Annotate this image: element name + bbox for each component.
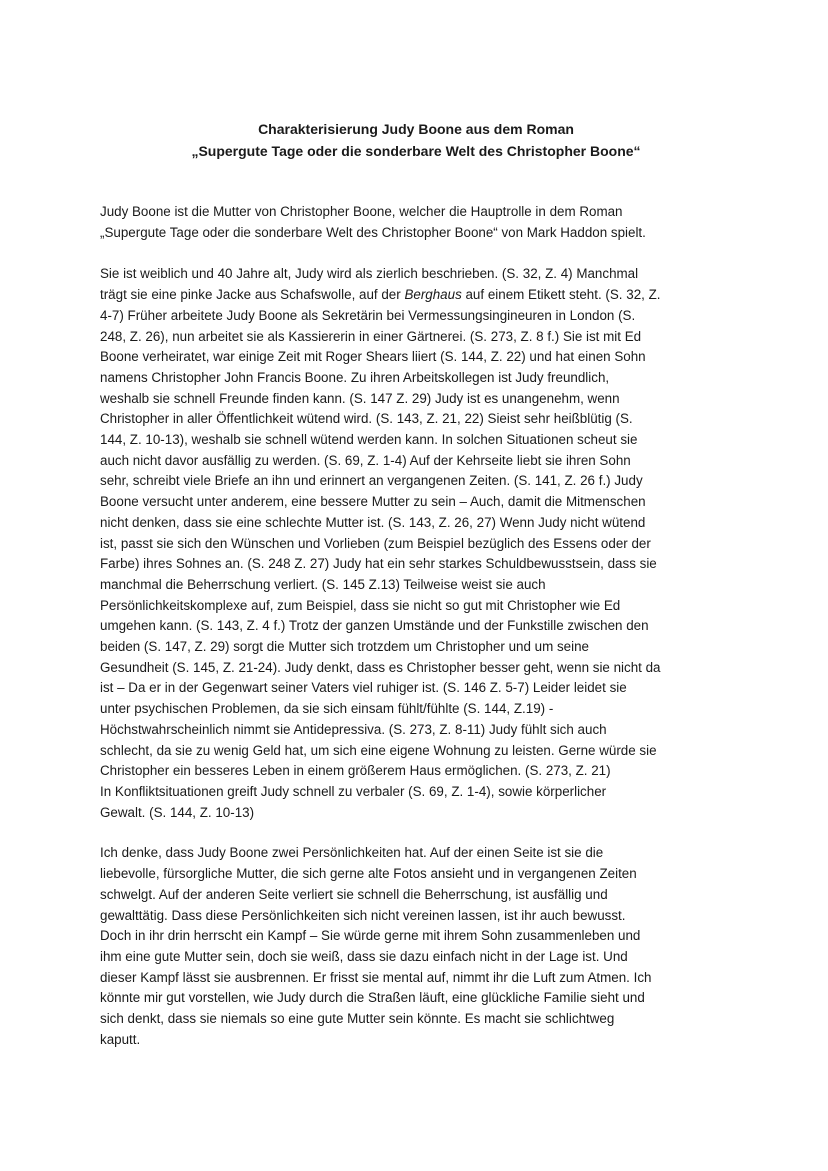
text-line: dieser Kampf lässt sie ausbrennen. Er frisst sie mental auf, nimmt ihr die Luft zum Atmen. Ich xyxy=(100,969,652,985)
text-line: „Supergute Tage oder die sonderbare Welt des Christopher Boone“ von Mark Haddon spielt. xyxy=(100,224,646,240)
text-line: unter psychischen Problemen, da sie sich einsam fühlt/fühlte (S. 144, Z.19) - xyxy=(100,701,554,717)
text-line: Doch in ihr drin herrscht ein Kampf – Sie würde gerne mit ihrem Sohn zusammenleben und xyxy=(100,928,641,944)
text-line: ist, passt sie sich den Wünschen und Vorlieben (zum Beispiel bezüglich des Essens oder der xyxy=(100,535,651,551)
document-page xyxy=(100,118,732,1070)
text-line: 144, Z. 10-13), weshalb sie schnell wütend werden kann. In solchen Situationen scheut sie xyxy=(100,432,638,448)
text-line: nicht denken, dass sie eine schlechte Mutter ist. (S. 143, Z. 26, 27) Wenn Judy nicht wütend xyxy=(100,514,646,530)
text-line: beiden (S. 147, Z. 29) sorgt die Mutter sich trotzdem um Christopher und um seine xyxy=(100,639,589,655)
text-line: sich denkt, dass sie niemals so eine gute Mutter sein könnte. Es macht sie schlichtweg xyxy=(100,1011,615,1027)
text-line: 4-7) Früher arbeitete Judy Boone als Sekretärin bei Vermessungsingineuren in London (S. xyxy=(100,307,636,323)
text-line: Höchstwahrscheinlich nimmt sie Antidepressiva. (S. 273, Z. 8-11) Judy fühlt sich auch xyxy=(100,721,607,737)
text-line: schwelgt. Auf der anderen Seite verliert sie schnell die Beherrschung, ist ausfällig und xyxy=(100,886,608,902)
text-line: Persönlichkeitskomplexe auf, zum Beispiel, dass sie nicht so gut mit Christopher wie Ed xyxy=(100,597,621,613)
text-line: Sie ist weiblich und 40 Jahre alt, Judy wird als zierlich beschrieben. (S. 32, Z. 4) Manchmal xyxy=(100,266,639,282)
text-line: 248, Z. 26), nun arbeitet sie als Kassiererin in einer Gärtnerei. (S. 273, Z. 8 f.) Sie ist mit Ed xyxy=(100,328,642,344)
title-line-2: „Supergute Tage oder die sonderbare Welt des Christopher Boone“ xyxy=(191,143,641,159)
characterization-paragraph xyxy=(100,264,732,823)
text-line: kaputt. xyxy=(100,1031,141,1047)
text-segment: auf einem Etikett steht. (S. 32, Z. xyxy=(461,287,661,303)
text-line: manchmal die Beherrschung verliert. (S. 145 Z.13) Teilweise weist sie auch xyxy=(100,576,546,592)
text-line: liebevolle, fürsorgliche Mutter, die sich gerne alte Fotos ansieht und in vergangenen Zeiten xyxy=(100,866,637,882)
text-line: Gesundheit (S. 145, Z. 21-24). Judy denkt, dass es Christopher besser geht, wenn sie nicht da xyxy=(100,659,661,675)
text-line: schlecht, da sie zu wenig Geld hat, um sich eine eigene Wohnung zu leisten. Gerne würde sie xyxy=(100,742,657,758)
text-line: umgehen kann. (S. 143, Z. 4 f.) Trotz der ganzen Umstände und der Funkstille zwischen den xyxy=(100,618,649,634)
text-line: In Konfliktsituationen greift Judy schnell zu verbaler (S. 69, Z. 1-4), sowie körperlicher xyxy=(100,783,607,799)
text-line: auch nicht davor ausfällig zu werden. (S. 69, Z. 1-4) Auf der Kehrseite liebt sie ihren Sohn xyxy=(100,452,631,468)
text-line: namens Christopher John Francis Boone. Zu ihren Arbeitskollegen ist Judy freundlich, xyxy=(100,369,610,385)
text-line: ihm eine gute Mutter sein, doch sie weiß, dass sie dazu einfach nicht in der Lage ist. Und xyxy=(100,948,628,964)
text-line: könnte mir gut vorstellen, wie Judy durch die Straßen läuft, eine glückliche Familie sieht und xyxy=(100,990,645,1006)
text-line: Boone verheiratet, war einige Zeit mit Roger Shears liiert (S. 144, Z. 22) und hat einen Sohn xyxy=(100,349,646,365)
opinion-paragraph xyxy=(100,843,732,1050)
text-line: Boone versucht unter anderem, eine bessere Mutter zu sein – Auch, damit die Mitmenschen xyxy=(100,494,646,510)
text-line: sehr, schreibt viele Briefe an ihn und erinnert an vergangenen Zeiten. (S. 141, Z. 26 f.) Judy xyxy=(100,473,643,489)
document-title xyxy=(100,118,732,162)
text-line: ist – Da er in der Gegenwart seiner Vaters viel ruhiger ist. (S. 146 Z. 5-7) Leider leidet sie xyxy=(100,680,627,696)
text-line: Christopher in aller Öffentlichkeit wütend wird. (S. 143, Z. 21, 22) Sieist sehr heißblütig (S. xyxy=(100,411,633,427)
text-line: Gewalt. (S. 144, Z. 10-13) xyxy=(100,804,255,820)
text-line-with-emphasis xyxy=(100,285,732,306)
text-line: Farbe) ihres Sohnes an. (S. 248 Z. 27) Judy hat ein sehr starkes Schuldbewusstsein, dass sie xyxy=(100,556,657,572)
text-line: gewalttätig. Dass diese Persönlichkeiten sich nicht vereinen lassen, ist ihr auch bewusst. xyxy=(100,907,626,923)
text-line: weshalb sie schnell Freunde finden kann. (S. 147 Z. 29) Judy ist es unangenehm, wenn xyxy=(100,390,620,406)
intro-paragraph xyxy=(100,202,732,243)
text-line: Judy Boone ist die Mutter von Christopher Boone, welcher die Hauptrolle in dem Roman xyxy=(100,204,623,219)
text-line: Ich denke, dass Judy Boone zwei Persönlichkeiten hat. Auf der einen Seite ist sie die xyxy=(100,845,604,861)
brand-name-emphasis: Berghaus xyxy=(404,287,462,303)
title-line-1: Charakterisierung Judy Boone aus dem Roman xyxy=(258,121,574,137)
text-line: Christopher ein besseres Leben in einem größerem Haus ermöglichen. (S. 273, Z. 21) xyxy=(100,763,611,779)
text-segment: trägt sie eine pinke Jacke aus Schafswolle, auf der xyxy=(100,287,405,303)
